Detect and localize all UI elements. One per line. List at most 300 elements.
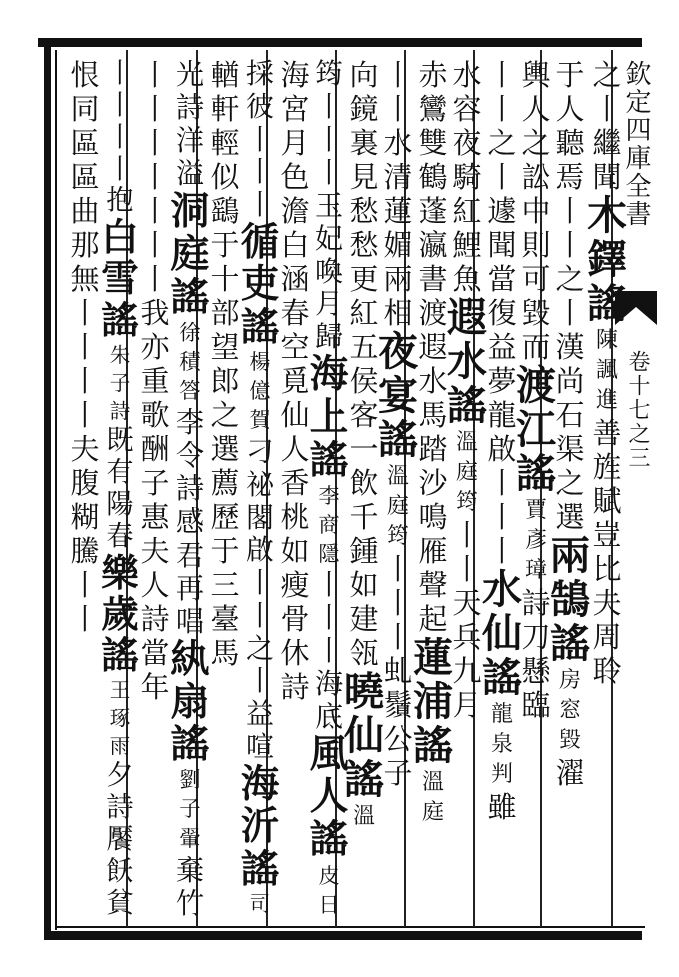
text-glyph: 曲 [70,194,100,228]
text-glyph: 人 [555,92,585,126]
text-glyph: 洋 [175,124,205,158]
annotation-glyph: 朱 [109,342,131,367]
text-glyph: 溢 [175,157,205,191]
annotation-glyph: 房 [558,668,581,693]
text-glyph: 于 [210,534,240,568]
text-glyph: 丨 [140,126,170,160]
text-glyph: 容 [452,92,482,126]
heading-glyph: 樂 [101,550,139,595]
annotation-glyph: 子 [179,797,201,823]
text-glyph: 丨 [246,664,274,698]
text-glyph: 蓬 [418,194,448,228]
text-glyph: 軒 [210,92,240,126]
text-glyph: 渡 [418,296,448,330]
heading-glyph: 海 [240,761,280,807]
text-glyph: 詩 [521,586,551,620]
text-glyph: 海 [280,58,310,92]
annotation-glyph: 庭 [386,494,409,519]
text-glyph: 色 [280,160,310,194]
text-glyph: 歷 [210,500,240,534]
annotation-glyph: 進 [595,388,618,413]
text-glyph: 夫 [140,534,170,568]
text-glyph: 丨 [452,518,482,552]
heading-glyph: 仙 [344,712,384,759]
text-glyph: 雁 [418,534,448,568]
annotation-glyph: 龍 [490,702,513,727]
text-glyph: 丨 [140,228,170,262]
text-glyph: 人 [521,92,551,126]
text-glyph: 糊 [70,500,100,534]
text-glyph: 啟 [487,432,517,466]
text-glyph: 愁 [349,228,379,262]
text-glyph: 丨 [246,188,274,222]
text-glyph: 雙 [418,126,448,160]
annotation-glyph: 司 [249,892,271,918]
text-glyph: 丨 [70,296,100,330]
annotation-glyph: 詩 [109,399,131,424]
text-glyph: 之 [555,262,585,296]
text-glyph: 丨 [592,92,622,126]
heading-glyph: 謠 [240,846,280,892]
annotation-glyph: 王 [109,678,131,703]
heading-glyph: 謠 [447,382,487,429]
text-glyph: 仙 [280,398,310,432]
text-glyph: 魚 [452,262,482,296]
text-glyph: 詩 [106,792,134,824]
text-glyph: 子 [140,466,170,500]
annotation-glyph: 判 [490,762,513,787]
annotation-glyph: 億 [249,379,271,405]
text-glyph: 妃 [314,221,344,255]
text-glyph: 賦 [592,484,622,518]
text-glyph: 丨 [314,155,344,189]
text-glyph: 鷂 [210,194,240,228]
text-glyph: 丨 [246,122,274,156]
text-glyph: 選 [555,500,585,534]
text-glyph: 當 [140,636,170,670]
text-glyph: 人 [140,568,170,602]
text-glyph: 丨 [246,598,274,632]
text-glyph: 亦 [140,330,170,364]
text-glyph: 宮 [280,92,310,126]
annotation-glyph: 商 [318,513,340,539]
text-glyph: 抱 [106,185,134,217]
text-glyph: 飲 [349,466,379,500]
text-glyph: 赤 [418,58,448,92]
text-glyph: 丨 [106,153,134,185]
annotation-glyph: 賈 [524,498,547,523]
frame-left-border [44,42,51,938]
text-glyph: 丨 [314,89,344,123]
annotation-glyph: 日 [318,892,340,918]
text-glyph: 薦 [210,466,240,500]
text-glyph: 丨 [314,601,344,635]
heading-glyph: 謠 [101,632,139,677]
text-glyph: 瘦 [280,568,310,602]
heading-glyph: 循 [240,219,280,265]
text-glyph: 丨 [140,160,170,194]
annotation-glyph: 溫 [421,770,444,795]
text-glyph: 丨 [383,586,413,620]
text-glyph: 鬚 [383,688,413,722]
text-glyph: 丨 [487,466,517,500]
text-glyph: 涵 [280,262,310,296]
text-glyph: 之 [487,126,517,160]
text-glyph: 鍾 [349,534,379,568]
heading-glyph: 水 [447,338,487,385]
text-glyph: 採 [246,57,274,90]
annotation-glyph: 子 [109,370,131,395]
text-glyph: 起 [418,602,448,636]
text-glyph: 底 [314,699,344,733]
annotation-glyph: 劉 [179,768,201,794]
text-glyph: 夕 [106,760,134,792]
text-glyph: 更 [349,262,379,296]
text-glyph: 澹 [280,194,310,228]
frame-inner-bottom-line [55,926,645,928]
text-glyph: 遐 [418,330,448,364]
annotation-glyph: 庭 [455,460,478,485]
text-glyph: 于 [555,58,585,92]
heading-glyph: 洞 [170,188,210,235]
text-glyph: 裏 [349,126,379,160]
text-glyph: 唱 [175,604,205,638]
text-glyph: 豈 [592,518,622,552]
text-glyph: 月 [452,688,482,722]
heading-glyph: 白 [101,215,139,260]
text-glyph: 鸞 [418,92,448,126]
heading-glyph: 曉 [344,668,384,715]
annotation-glyph: 毀 [558,728,581,753]
text-glyph: 腹 [70,466,100,500]
text-glyph: 人 [280,432,310,466]
text-glyph: 千 [349,500,379,534]
heading-glyph: 浦 [413,678,453,725]
text-glyph: 丨 [140,194,170,228]
text-glyph: 饜 [106,824,134,856]
text-glyph: 繼 [592,126,622,160]
text-glyph: 鏡 [349,92,379,126]
text-glyph: 益 [487,330,517,364]
annotation-glyph: 溫 [455,430,478,455]
text-glyph: 騰 [70,534,100,568]
heading-glyph: 風 [309,731,349,777]
heading-glyph: 紈 [170,635,210,682]
heading-glyph: 扇 [170,678,210,725]
text-glyph: 踏 [418,432,448,466]
text-glyph: 丨 [383,58,413,92]
text-glyph: 郎 [210,364,240,398]
text-glyph: 祕 [246,467,274,501]
text-glyph: 當 [487,262,517,296]
text-glyph: 丨 [555,194,585,228]
heading-glyph: 海 [309,352,349,398]
text-glyph: 騎 [452,160,482,194]
annotation-glyph: 諷 [595,358,618,383]
text-glyph: 丨 [314,122,344,156]
text-glyph: 善 [592,416,622,450]
text-glyph: 十 [210,262,240,296]
text-glyph: 春 [106,520,134,552]
text-glyph: 天 [452,586,482,620]
text-glyph: 丨 [555,228,585,262]
annotation-glyph: 溫 [352,804,375,829]
text-glyph: 鯉 [452,228,482,262]
text-glyph: 書 [418,262,448,296]
text-glyph: 貧 [106,887,134,919]
heading-glyph: 江 [516,406,556,453]
text-glyph: 同 [70,92,100,126]
text-glyph: 漢 [555,330,585,364]
text-glyph: 子 [383,756,413,790]
text-glyph: 周 [592,620,622,654]
text-glyph: 一 [349,432,379,466]
text-glyph: 建 [349,602,379,636]
text-glyph: 可 [521,262,551,296]
heading-glyph: 歲 [101,591,139,636]
text-glyph: 詩 [175,91,205,125]
heading-glyph: 仙 [482,610,522,657]
text-glyph: 虬 [383,654,413,688]
text-glyph: 之 [592,58,622,92]
heading-glyph: 謠 [413,722,453,769]
heading-glyph: 水 [482,566,522,613]
text-glyph: 水 [452,58,482,92]
text-glyph: 濯 [555,756,585,790]
text-glyph: 則 [521,228,551,262]
text-glyph: 丨 [314,634,344,668]
text-glyph: 歸 [314,320,344,354]
text-glyph: 而 [521,330,551,364]
text-glyph: 年 [140,670,170,704]
text-glyph: 五 [349,330,379,364]
text-glyph: 兵 [452,620,482,654]
text-glyph: 飫 [106,856,134,887]
heading-glyph: 人 [309,774,349,820]
annotation-glyph: 楊 [249,350,271,376]
text-glyph: 渠 [555,432,585,466]
text-glyph: 水 [383,126,413,160]
heading-glyph: 兩 [550,532,590,579]
text-glyph: 臺 [210,602,240,636]
text-glyph: 媚 [383,228,413,262]
text-glyph: 丨 [246,566,274,600]
text-glyph: 向 [349,58,379,92]
text-glyph: 輿 [521,58,551,92]
frame-bottom-border [44,931,642,940]
text-glyph: 夫 [592,586,622,620]
text-glyph: 空 [280,330,310,364]
text-glyph: 丨 [106,89,134,121]
text-glyph: 棄 [175,853,205,887]
heading-glyph: 渡 [516,362,556,409]
text-glyph: 月 [314,287,344,321]
text-glyph: 我 [140,296,170,330]
text-glyph: 丨 [452,552,482,586]
text-glyph: 輶 [210,58,240,92]
text-glyph: 那 [70,228,100,262]
text-glyph: 區 [70,160,100,194]
text-glyph: 丨 [70,364,100,398]
text-glyph: 有 [106,457,134,488]
text-glyph: 丨 [70,330,100,364]
text-glyph: 彼 [246,89,274,123]
text-glyph: 玉 [314,188,344,222]
text-glyph: 如 [349,568,379,602]
text-glyph: 見 [349,160,379,194]
text-glyph: 丨 [487,534,517,568]
text-column-16 [62,58,108,636]
text-glyph: 聞 [592,160,622,194]
text-glyph: 似 [210,160,240,194]
text-glyph: 愁 [349,194,379,228]
annotation-glyph: 隱 [318,542,340,568]
text-glyph: 相 [383,296,413,330]
text-glyph: 丨 [383,620,413,654]
text-glyph: 丨 [140,92,170,126]
text-glyph: 再 [175,571,205,605]
annotation-glyph: 泉 [490,732,513,757]
text-glyph: 懸 [521,654,551,688]
heading-glyph: 謠 [309,817,349,863]
text-glyph: 訟 [521,160,551,194]
annotation-glyph: 彥 [524,528,547,553]
heading-glyph: 謠 [344,756,384,803]
text-glyph: 無 [70,262,100,296]
text-glyph: 水 [418,364,448,398]
text-glyph: 侯 [349,364,379,398]
text-glyph: 焉 [555,160,585,194]
text-glyph: 紅 [452,194,482,228]
text-glyph: 閣 [246,500,274,534]
text-glyph: 復 [487,296,517,330]
text-glyph: 丨 [383,92,413,126]
annotation-glyph: 琢 [109,706,131,731]
text-glyph: 丨 [314,568,344,602]
text-glyph: 桃 [280,500,310,534]
text-glyph: 三 [210,568,240,602]
text-glyph: 瀛 [418,228,448,262]
text-glyph: 喚 [314,254,344,288]
text-glyph: 既 [106,425,134,457]
text-glyph: 夫 [70,432,100,466]
text-glyph: 筠 [314,57,344,90]
heading-glyph: 謠 [516,450,556,497]
annotation-glyph: 徐 [179,320,201,346]
text-glyph: 詩 [140,602,170,636]
text-glyph: 之 [555,466,585,500]
text-glyph: 馬 [210,636,240,670]
text-glyph: 夢 [487,364,517,398]
text-glyph: 雖 [487,790,517,824]
text-glyph: 丨 [70,398,100,432]
annotation-glyph: 李 [318,484,340,510]
text-glyph: 公 [383,722,413,756]
text-glyph: 覓 [280,364,310,398]
heading-glyph: 謠 [587,280,627,327]
text-glyph: 丨 [487,500,517,534]
text-glyph: 夜 [452,126,482,160]
heading-glyph: 吏 [240,262,280,308]
text-glyph: 春 [280,296,310,330]
text-glyph: 陽 [106,488,134,520]
text-glyph: 于 [210,228,240,262]
text-glyph: 海 [314,667,344,701]
text-glyph: 李 [175,406,205,440]
text-glyph: 鶴 [418,160,448,194]
text-glyph: 月 [280,126,310,160]
text-glyph: 香 [280,466,310,500]
text-glyph: 馬 [418,398,448,432]
heading-glyph: 謠 [550,620,590,667]
annotation-glyph: 翬 [179,826,201,852]
frame-top-border [38,38,642,47]
text-glyph: 光 [175,58,205,91]
annotation-glyph: 陳 [595,328,618,353]
text-glyph: 丨 [487,160,517,194]
text-glyph: 輕 [210,126,240,160]
text-glyph: 之 [246,631,274,665]
text-glyph: 恨 [70,58,100,92]
text-glyph: 之 [521,126,551,160]
text-glyph: 選 [210,432,240,466]
text-glyph: 丨 [140,58,170,92]
text-glyph: 之 [210,398,240,432]
heading-glyph: 謠 [309,437,349,483]
text-glyph: 聞 [487,228,517,262]
annotation-glyph: 賀 [249,408,271,434]
text-glyph: 龍 [487,398,517,432]
text-glyph: 喧 [246,729,274,763]
text-glyph: 毀 [521,296,551,330]
text-glyph: 休 [280,636,310,670]
heading-glyph: 庭 [170,231,210,278]
heading-glyph: 蓮 [413,634,453,681]
text-glyph: 聽 [555,126,585,160]
volume-label: 卷十七之三 [625,350,650,470]
text-glyph: 清 [383,160,413,194]
text-glyph: 丨 [140,262,170,296]
text-glyph: 石 [555,398,585,432]
heading-glyph: 宴 [378,372,418,419]
annotation-glyph: 窓 [558,698,581,723]
annotation-glyph: 溫 [386,464,409,489]
text-glyph: 沙 [418,466,448,500]
text-glyph: 丨 [106,121,134,153]
text-glyph: 丨 [246,155,274,189]
heading-glyph: 謠 [170,721,210,768]
text-glyph: 君 [175,538,205,572]
text-glyph: 如 [280,534,310,568]
text-glyph: 竹 [175,886,205,920]
text-glyph: 聲 [418,568,448,602]
text-glyph: 惠 [140,500,170,534]
annotation-glyph: 雨 [109,734,131,759]
text-glyph: 啟 [246,533,274,567]
text-glyph: 旌 [592,450,622,484]
text-glyph: 兩 [383,262,413,296]
text-glyph: 望 [210,330,240,364]
annotation-glyph: 璋 [524,558,547,583]
text-glyph: 鳴 [418,500,448,534]
text-glyph: 歌 [140,398,170,432]
text-glyph: 臨 [521,688,551,722]
text-glyph: 部 [210,296,240,330]
annotation-glyph: 筠 [455,490,478,515]
text-glyph: 中 [521,194,551,228]
heading-glyph: 謠 [101,297,139,342]
text-glyph: 蓮 [383,194,413,228]
